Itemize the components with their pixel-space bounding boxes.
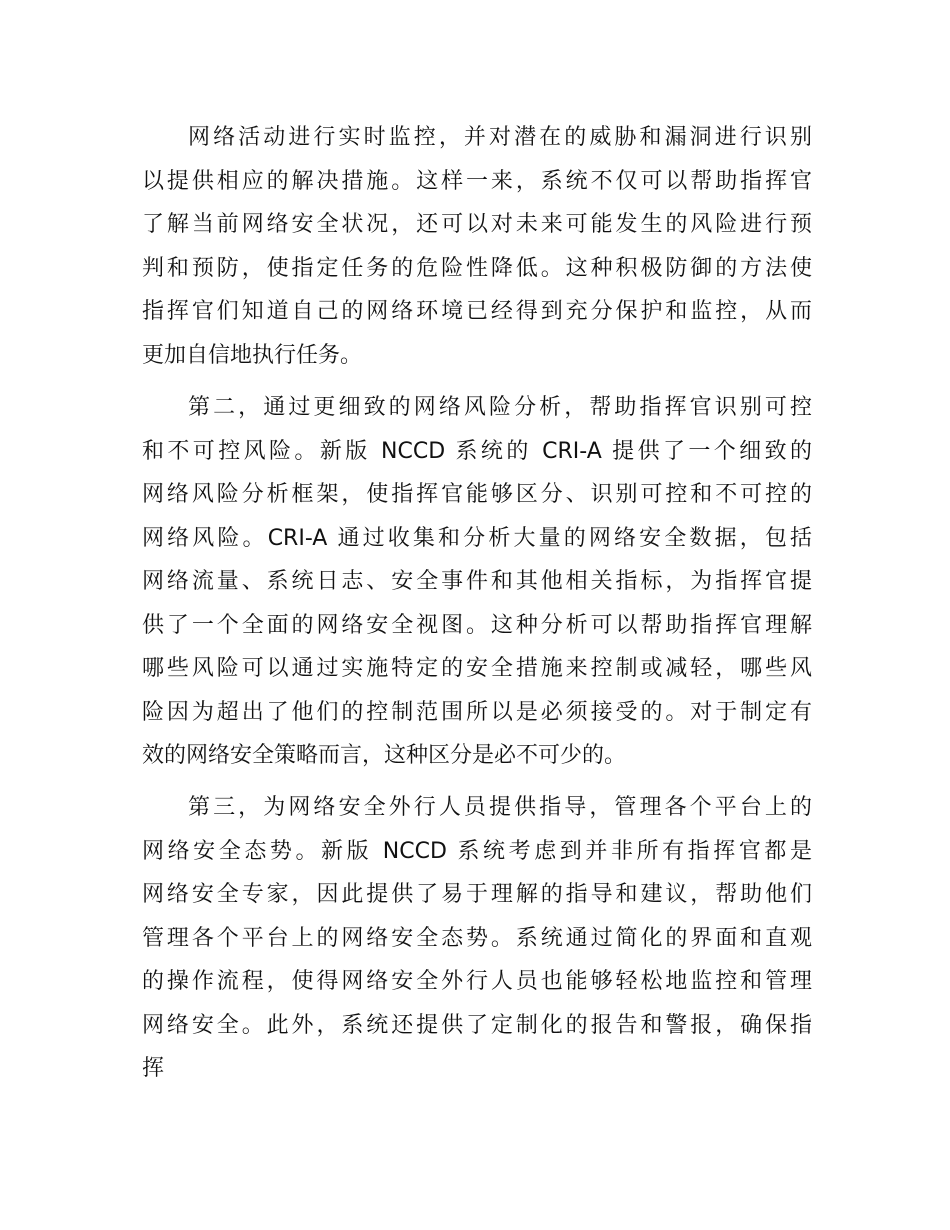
text-line: 以提供相应的解决措施。这样一来，系统不仅可以帮助指挥官 — [142, 168, 812, 194]
text-line: 网络活动进行实时监控，并对潜在的威胁和漏洞进行识别 — [188, 125, 812, 150]
text-line: 管理各个平台上的网络安全态势。系统通过简化的界面和直观 — [142, 925, 812, 951]
paragraph-1 — [142, 116, 812, 377]
text-line: 了解当前网络安全状况，还可以对未来可能发生的风险进行预 — [142, 212, 812, 237]
text-line: 供了一个全面的网络安全视图。这种分析可以帮助指挥官理解 — [142, 612, 812, 638]
text-line: 的操作流程，使得网络安全外行人员也能够轻松地监控和管理 — [142, 969, 812, 994]
text-line: 更加自信地执行任务。 — [142, 342, 363, 368]
text-line: 网络安全。此外，系统还提供了定制化的报告和警报，确保指 — [142, 1012, 812, 1038]
text-line: 效的网络安全策略而言，这种区分是必不可少的。 — [142, 743, 627, 768]
text-line: 网络风险。CRI-A 通过收集和分析大量的网络安全数据，包括 — [142, 525, 812, 551]
text-line: 判和预防，使指定任务的危险性降低。这种积极防御的方法使 — [142, 255, 812, 281]
text-line: 指挥官们知道自己的网络环境已经得到充分保护和监控，从而 — [142, 299, 812, 324]
text-line: 网络安全态势。新版 NCCD 系统考虑到并非所有指挥官都是 — [142, 838, 812, 864]
paragraph-3 — [142, 786, 812, 1091]
text-line: 网络流量、系统日志、安全事件和其他相关指标，为指挥官提 — [142, 569, 812, 594]
text-line: 第二，通过更细致的网络风险分析，帮助指挥官识别可控 — [188, 395, 812, 420]
paragraph-2 — [142, 386, 812, 778]
text-line: 哪些风险可以通过实施特定的安全措施来控制或减轻，哪些风 — [142, 656, 812, 681]
text-line: 第三，为网络安全外行人员提供指导，管理各个平台上的 — [188, 795, 812, 820]
text-line: 和不可控风险。新版 NCCD 系统的 CRI-A 提供了一个细致的 — [142, 438, 812, 464]
text-line: 挥 — [142, 1056, 165, 1081]
text-line: 险因为超出了他们的控制范围所以是必须接受的。对于制定有 — [142, 699, 812, 725]
text-line: 网络风险分析框架，使指挥官能够区分、识别可控和不可控的 — [142, 482, 812, 507]
text-line: 网络安全专家，因此提供了易于理解的指导和建议，帮助他们 — [142, 882, 812, 907]
